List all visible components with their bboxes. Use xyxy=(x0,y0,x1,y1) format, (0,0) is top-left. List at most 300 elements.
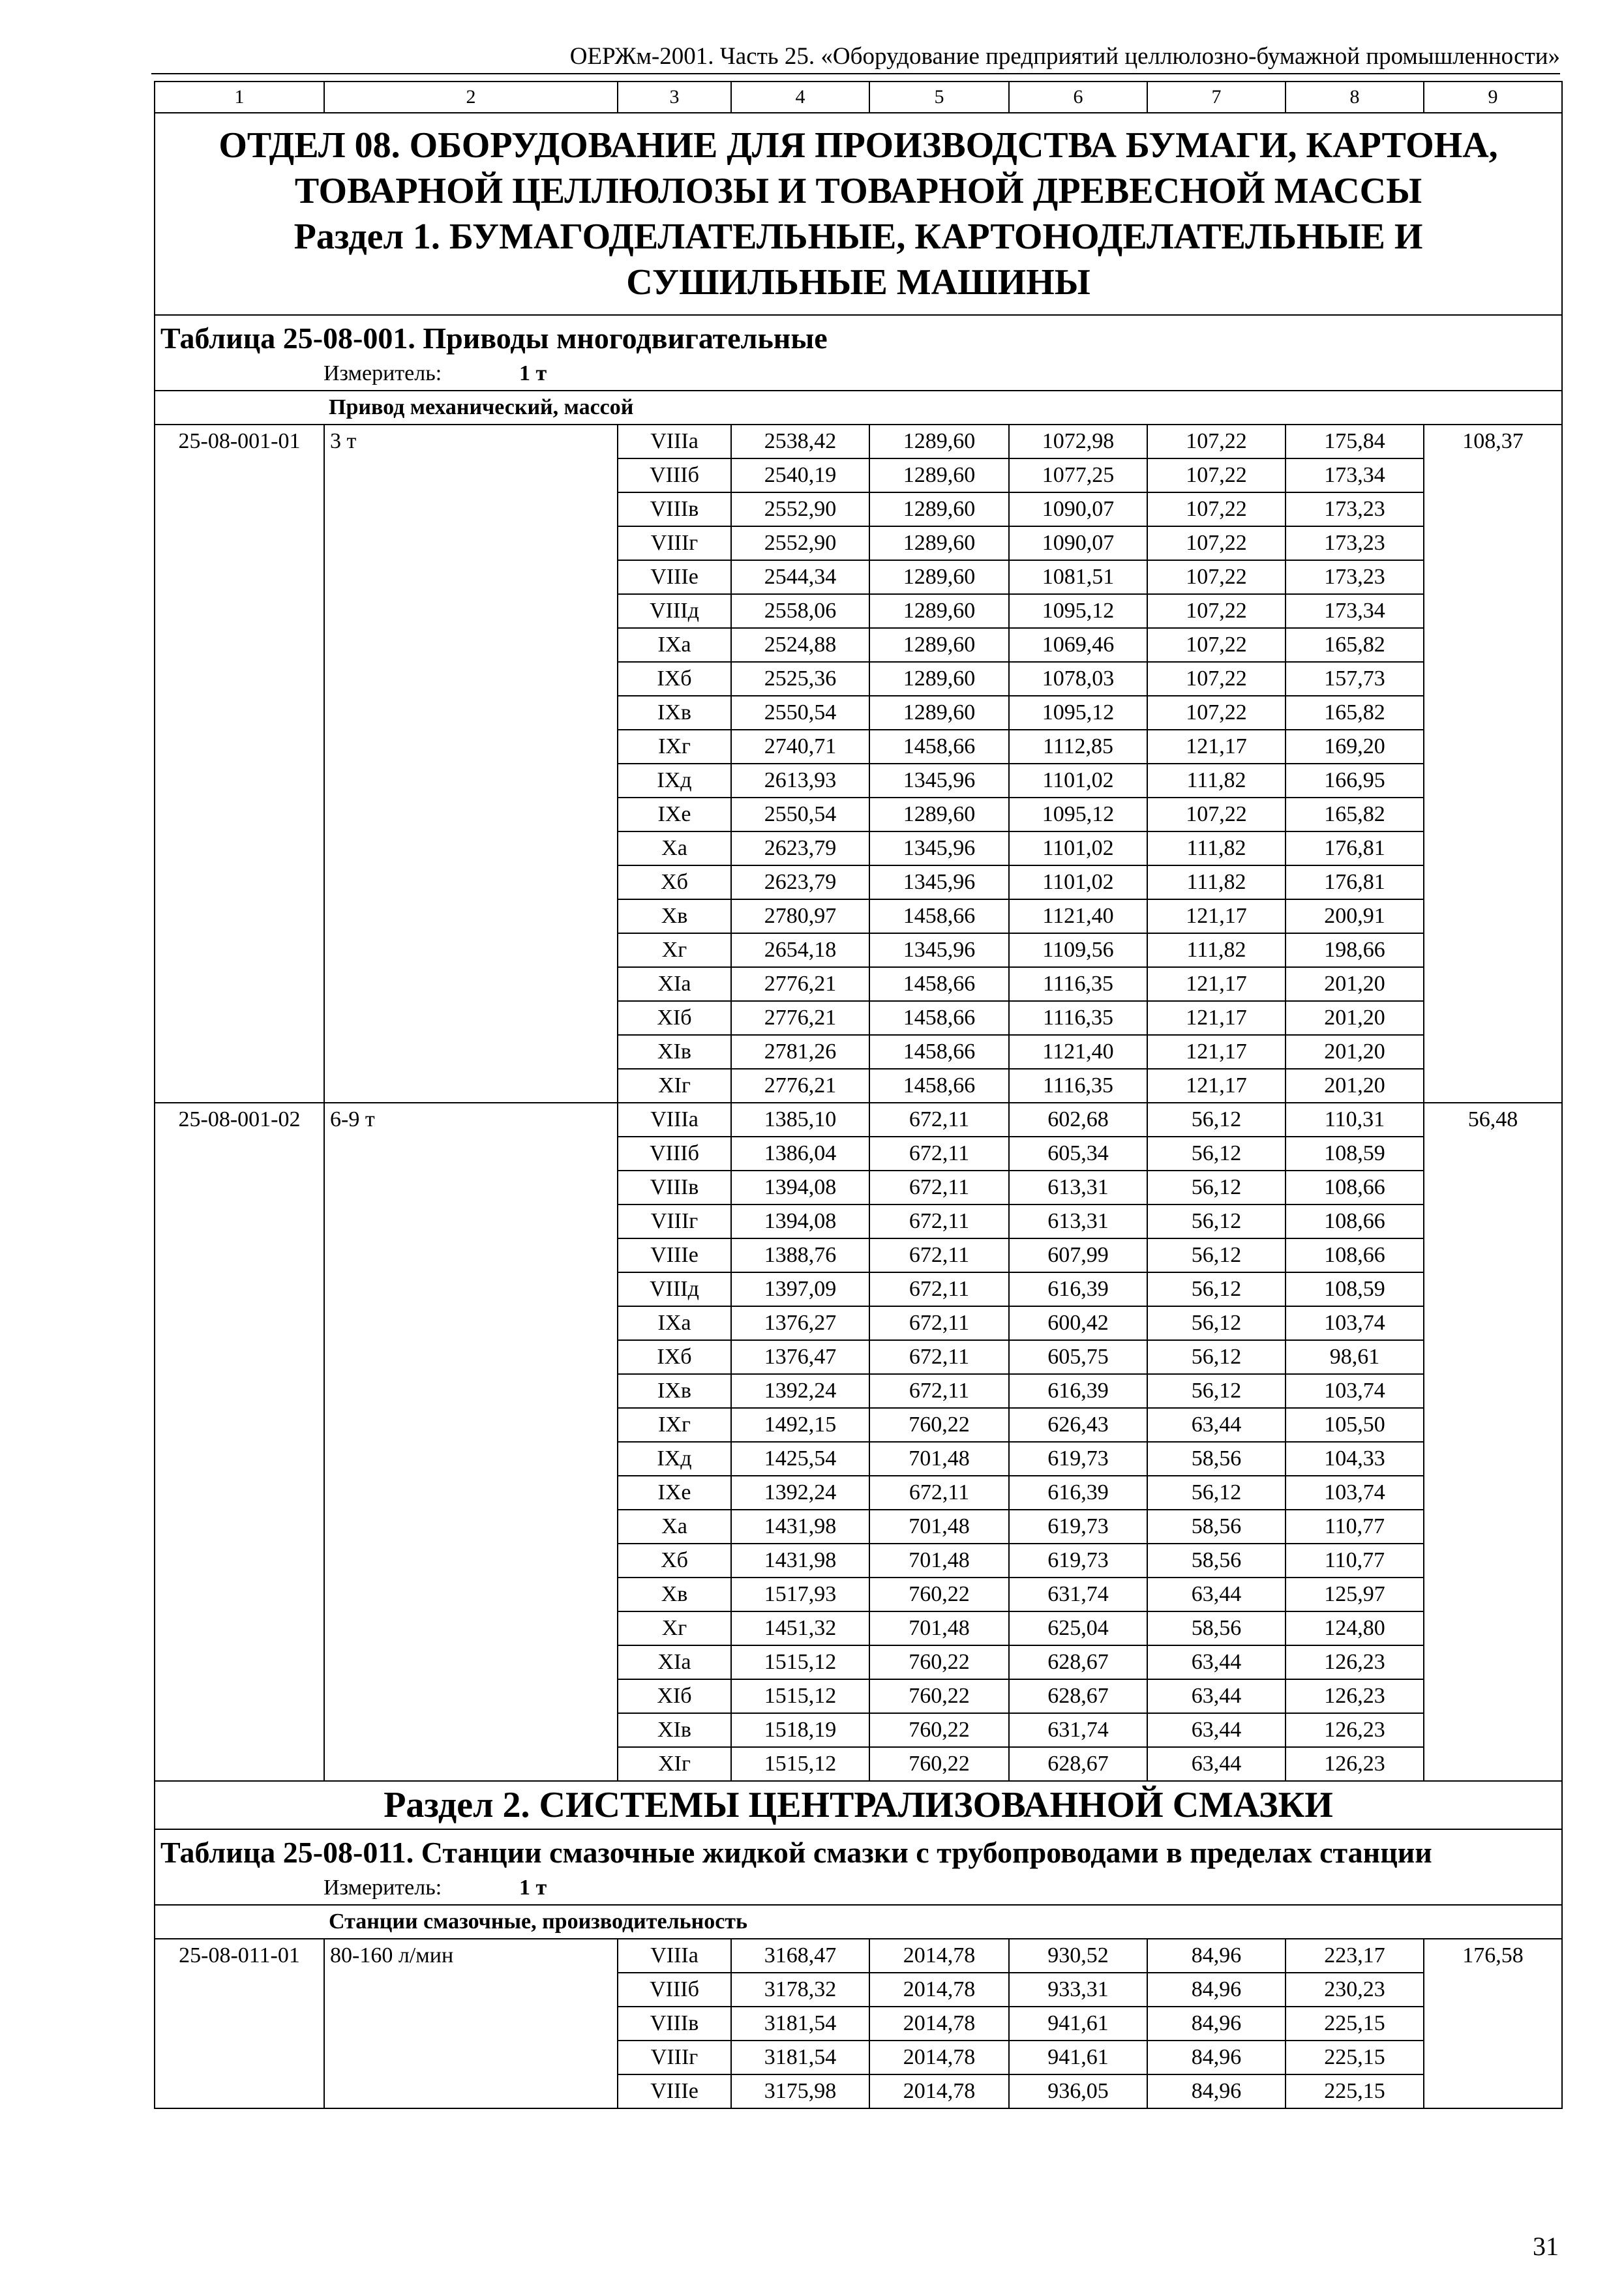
machinist-wages-cell: 111,82 xyxy=(1147,933,1286,967)
wages-cell: 2014,78 xyxy=(869,2041,1009,2074)
machine-cost-cell: 631,74 xyxy=(1009,1713,1147,1747)
region-cell: Xв xyxy=(618,1578,731,1611)
rate-name-blank xyxy=(324,1137,618,1171)
rate-code-blank xyxy=(155,1272,324,1306)
rate-name-blank xyxy=(324,2041,618,2074)
machine-cost-cell: 1112,85 xyxy=(1009,730,1147,764)
materials-cell: 108,59 xyxy=(1286,1272,1424,1306)
region-cell: VIIIб xyxy=(618,458,731,492)
direct-cost-cell: 2740,71 xyxy=(731,730,869,764)
rate-name: 80-160 л/мин xyxy=(324,1939,618,1973)
machinist-wages-cell: 56,12 xyxy=(1147,1238,1286,1272)
direct-cost-cell: 1451,32 xyxy=(731,1611,869,1645)
rate-code-blank xyxy=(155,1544,324,1578)
rate-code-blank xyxy=(155,2041,324,2074)
col9-blank xyxy=(1424,628,1562,662)
table-row xyxy=(155,1340,1562,1374)
section-title-row xyxy=(155,1781,1562,1829)
direct-cost-cell: 2776,21 xyxy=(731,1001,869,1035)
table-row xyxy=(155,1171,1562,1204)
col9-blank xyxy=(1424,798,1562,831)
materials-cell: 110,77 xyxy=(1286,1510,1424,1544)
col9-blank xyxy=(1424,1272,1562,1306)
direct-cost-cell: 1388,76 xyxy=(731,1238,869,1272)
rate-code-blank xyxy=(155,560,324,594)
machinist-wages-cell: 84,96 xyxy=(1147,1939,1286,1973)
region-cell: Xг xyxy=(618,933,731,967)
rate-name-blank xyxy=(324,458,618,492)
col9-blank xyxy=(1424,865,1562,899)
wages-cell: 1458,66 xyxy=(869,967,1009,1001)
direct-cost-cell: 2654,18 xyxy=(731,933,869,967)
rate-code-blank xyxy=(155,831,324,865)
materials-cell: 103,74 xyxy=(1286,1306,1424,1340)
direct-cost-cell: 3181,54 xyxy=(731,2007,869,2041)
rate-name-blank xyxy=(324,1713,618,1747)
machinist-wages-cell: 56,12 xyxy=(1147,1476,1286,1510)
col9-blank xyxy=(1424,1544,1562,1578)
column-number: 8 xyxy=(1286,82,1424,113)
col9-blank xyxy=(1424,492,1562,526)
col9-blank xyxy=(1424,1611,1562,1645)
rate-code-blank xyxy=(155,1035,324,1069)
direct-cost-cell: 3175,98 xyxy=(731,2074,869,2108)
col9-blank xyxy=(1424,1713,1562,1747)
rate-name-blank xyxy=(324,2007,618,2041)
machine-cost-cell: 1121,40 xyxy=(1009,899,1147,933)
table-row xyxy=(155,2074,1562,2108)
rates-table xyxy=(154,81,1563,2109)
rate-name: 3 т xyxy=(324,425,618,458)
col9-blank xyxy=(1424,1204,1562,1238)
table-row xyxy=(155,492,1562,526)
meter xyxy=(155,1872,1562,1905)
machine-cost-cell: 605,34 xyxy=(1009,1137,1147,1171)
wages-cell: 2014,78 xyxy=(869,2007,1009,2041)
col9-blank xyxy=(1424,1035,1562,1069)
rate-name-blank xyxy=(324,594,618,628)
materials-cell: 176,81 xyxy=(1286,865,1424,899)
wages-cell: 760,22 xyxy=(869,1713,1009,1747)
machine-cost-cell: 1095,12 xyxy=(1009,696,1147,730)
direct-cost-cell: 2550,54 xyxy=(731,696,869,730)
rate-name-blank xyxy=(324,1476,618,1510)
rate-code-blank xyxy=(155,696,324,730)
machinist-wages-cell: 56,12 xyxy=(1147,1171,1286,1204)
rate-name-blank xyxy=(324,526,618,560)
group-heading-row xyxy=(155,391,1562,425)
machinist-wages-cell: 63,44 xyxy=(1147,1408,1286,1442)
table-row xyxy=(155,1442,1562,1476)
machinist-wages-cell: 84,96 xyxy=(1147,2041,1286,2074)
table-row xyxy=(155,1035,1562,1069)
table-row xyxy=(155,662,1562,696)
table-row xyxy=(155,628,1562,662)
col9-blank xyxy=(1424,1408,1562,1442)
rate-code-blank xyxy=(155,1510,324,1544)
table-row xyxy=(155,1578,1562,1611)
machinist-wages-cell: 111,82 xyxy=(1147,831,1286,865)
machine-cost-cell: 605,75 xyxy=(1009,1340,1147,1374)
direct-cost-cell: 1517,93 xyxy=(731,1578,869,1611)
col9-blank xyxy=(1424,1973,1562,2007)
region-cell: XIa xyxy=(618,1645,731,1679)
wages-cell: 701,48 xyxy=(869,1611,1009,1645)
col9-blank xyxy=(1424,594,1562,628)
materials-cell: 104,33 xyxy=(1286,1442,1424,1476)
col9-blank xyxy=(1424,1171,1562,1204)
machine-cost-cell: 1116,35 xyxy=(1009,967,1147,1001)
rate-name-blank xyxy=(324,1442,618,1476)
col9-blank xyxy=(1424,1137,1562,1171)
rate-code-blank xyxy=(155,899,324,933)
direct-cost-cell: 1425,54 xyxy=(731,1442,869,1476)
machinist-wages-cell: 58,56 xyxy=(1147,1442,1286,1476)
region-cell: VIIIб xyxy=(618,1137,731,1171)
rate-name-blank xyxy=(324,492,618,526)
wages-cell: 672,11 xyxy=(869,1476,1009,1510)
rate-code-blank xyxy=(155,1408,324,1442)
materials-cell: 103,74 xyxy=(1286,1374,1424,1408)
direct-cost-cell: 1376,27 xyxy=(731,1306,869,1340)
rate-code-blank xyxy=(155,1069,324,1103)
machinist-wages-cell: 107,22 xyxy=(1147,492,1286,526)
direct-cost-cell: 3178,32 xyxy=(731,1973,869,2007)
meter-label: Измеритель: xyxy=(323,361,442,385)
materials-cell: 166,95 xyxy=(1286,764,1424,798)
machine-cost-cell: 1072,98 xyxy=(1009,425,1147,458)
machinist-wages-cell: 63,44 xyxy=(1147,1645,1286,1679)
table-row xyxy=(155,1137,1562,1171)
rate-name-blank xyxy=(324,1238,618,1272)
wages-cell: 1289,60 xyxy=(869,662,1009,696)
machine-cost-cell: 1101,02 xyxy=(1009,831,1147,865)
machinist-wages-cell: 63,44 xyxy=(1147,1679,1286,1713)
rate-name-blank xyxy=(324,1679,618,1713)
table-row xyxy=(155,798,1562,831)
region-cell: VIIIг xyxy=(618,526,731,560)
wages-cell: 672,11 xyxy=(869,1204,1009,1238)
column-number: 1 xyxy=(155,82,324,113)
region-cell: IXг xyxy=(618,1408,731,1442)
direct-cost-cell: 3168,47 xyxy=(731,1939,869,1973)
machine-cost-cell: 619,73 xyxy=(1009,1510,1147,1544)
table-title: Таблица 25-08-011. Станции смазочные жидкой смазки с трубопроводами в пределах станции xyxy=(155,1829,1562,1872)
col9-blank xyxy=(1424,967,1562,1001)
machinist-wages-cell: 63,44 xyxy=(1147,1578,1286,1611)
wages-cell: 701,48 xyxy=(869,1544,1009,1578)
table-row xyxy=(155,1747,1562,1781)
meter-row xyxy=(155,1872,1562,1905)
rate-name-blank xyxy=(324,1544,618,1578)
direct-cost-cell: 2552,90 xyxy=(731,492,869,526)
rate-name-blank xyxy=(324,764,618,798)
col9-blank xyxy=(1424,2074,1562,2108)
region-cell: IXe xyxy=(618,798,731,831)
rate-name-blank xyxy=(324,1611,618,1645)
machinist-wages-cell: 107,22 xyxy=(1147,662,1286,696)
region-cell: VIIIг xyxy=(618,1204,731,1238)
rate-name-blank xyxy=(324,1069,618,1103)
wages-cell: 2014,78 xyxy=(869,1939,1009,1973)
rate-code-blank xyxy=(155,967,324,1001)
col9-value: 56,48 xyxy=(1424,1103,1562,1137)
table-row xyxy=(155,526,1562,560)
section-title-line: СУШИЛЬНЫЕ МАШИНЫ xyxy=(626,262,1090,303)
col9-blank xyxy=(1424,1340,1562,1374)
rate-name-blank xyxy=(324,899,618,933)
rate-code-blank xyxy=(155,798,324,831)
table-title-row xyxy=(155,1829,1562,1872)
wages-cell: 1289,60 xyxy=(869,696,1009,730)
col9-blank xyxy=(1424,526,1562,560)
materials-cell: 176,81 xyxy=(1286,831,1424,865)
direct-cost-cell: 2623,79 xyxy=(731,831,869,865)
materials-cell: 201,20 xyxy=(1286,1001,1424,1035)
machine-cost-cell: 1095,12 xyxy=(1009,594,1147,628)
department-title-line: ТОВАРНОЙ ЦЕЛЛЮЛОЗЫ И ТОВАРНОЙ ДРЕВЕСНОЙ МАССЫ xyxy=(294,171,1422,211)
direct-cost-cell: 1397,09 xyxy=(731,1272,869,1306)
rate-code-blank xyxy=(155,1442,324,1476)
table-row xyxy=(155,764,1562,798)
region-cell: VIIIe xyxy=(618,1238,731,1272)
machinist-wages-cell: 107,22 xyxy=(1147,696,1286,730)
col9-blank xyxy=(1424,696,1562,730)
rate-code-blank xyxy=(155,2007,324,2041)
rate-code-blank xyxy=(155,764,324,798)
region-cell: XIг xyxy=(618,1069,731,1103)
direct-cost-cell: 1515,12 xyxy=(731,1747,869,1781)
rate-name-blank xyxy=(324,967,618,1001)
table-row xyxy=(155,2007,1562,2041)
column-number: 6 xyxy=(1009,82,1147,113)
region-cell: IXб xyxy=(618,1340,731,1374)
col9-blank xyxy=(1424,933,1562,967)
rate-name-blank xyxy=(324,1306,618,1340)
rate-name-blank xyxy=(324,628,618,662)
direct-cost-cell: 1431,98 xyxy=(731,1510,869,1544)
machine-cost-cell: 628,67 xyxy=(1009,1747,1147,1781)
region-cell: XIг xyxy=(618,1747,731,1781)
rate-name-blank xyxy=(324,1510,618,1544)
region-cell: VIIIд xyxy=(618,1272,731,1306)
page-number: 31 xyxy=(1533,2232,1559,2261)
table-row xyxy=(155,899,1562,933)
region-cell: Xг xyxy=(618,1611,731,1645)
region-cell: IXa xyxy=(618,1306,731,1340)
direct-cost-cell: 3181,54 xyxy=(731,2041,869,2074)
col9-blank xyxy=(1424,899,1562,933)
machinist-wages-cell: 107,22 xyxy=(1147,798,1286,831)
table-row xyxy=(155,560,1562,594)
machinist-wages-cell: 56,12 xyxy=(1147,1374,1286,1408)
department-title-line: ОТДЕЛ 08. ОБОРУДОВАНИЕ ДЛЯ ПРОИЗВОДСТВА БУМАГИ, КАРТОНА, xyxy=(218,125,1498,166)
wages-cell: 672,11 xyxy=(869,1171,1009,1204)
table-row xyxy=(155,1001,1562,1035)
materials-cell: 110,77 xyxy=(1286,1544,1424,1578)
rate-name-blank xyxy=(324,1204,618,1238)
rate-code-blank xyxy=(155,628,324,662)
direct-cost-cell: 2780,97 xyxy=(731,899,869,933)
machinist-wages-cell: 107,22 xyxy=(1147,526,1286,560)
direct-cost-cell: 1392,24 xyxy=(731,1476,869,1510)
wages-cell: 760,22 xyxy=(869,1645,1009,1679)
rate-code-blank xyxy=(155,1578,324,1611)
wages-cell: 1345,96 xyxy=(869,933,1009,967)
table-row xyxy=(155,1645,1562,1679)
materials-cell: 98,61 xyxy=(1286,1340,1424,1374)
rate-code-blank xyxy=(155,1476,324,1510)
wages-cell: 1289,60 xyxy=(869,425,1009,458)
materials-cell: 201,20 xyxy=(1286,967,1424,1001)
direct-cost-cell: 1386,04 xyxy=(731,1137,869,1171)
table-row xyxy=(155,696,1562,730)
table-row xyxy=(155,865,1562,899)
rate-name-blank xyxy=(324,730,618,764)
direct-cost-cell: 2552,90 xyxy=(731,526,869,560)
table-row xyxy=(155,1544,1562,1578)
machine-cost-cell: 1090,07 xyxy=(1009,492,1147,526)
rate-name-blank xyxy=(324,696,618,730)
rate-code-blank xyxy=(155,1340,324,1374)
rate-code-blank xyxy=(155,1713,324,1747)
wages-cell: 2014,78 xyxy=(869,2074,1009,2108)
wages-cell: 701,48 xyxy=(869,1442,1009,1476)
table-row xyxy=(155,1713,1562,1747)
direct-cost-cell: 2550,54 xyxy=(731,798,869,831)
rate-name-blank xyxy=(324,1374,618,1408)
rate-code-blank xyxy=(155,1747,324,1781)
table-row xyxy=(155,1306,1562,1340)
direct-cost-cell: 1394,08 xyxy=(731,1204,869,1238)
direct-cost-cell: 2776,21 xyxy=(731,967,869,1001)
wages-cell: 1289,60 xyxy=(869,560,1009,594)
table-row xyxy=(155,1238,1562,1272)
materials-cell: 173,23 xyxy=(1286,526,1424,560)
rate-name-blank xyxy=(324,2074,618,2108)
region-cell: VIIIв xyxy=(618,1171,731,1204)
region-cell: IXa xyxy=(618,628,731,662)
direct-cost-cell: 2558,06 xyxy=(731,594,869,628)
column-number-row xyxy=(155,82,1562,113)
wages-cell: 760,22 xyxy=(869,1578,1009,1611)
machinist-wages-cell: 121,17 xyxy=(1147,1035,1286,1069)
wages-cell: 672,11 xyxy=(869,1306,1009,1340)
wages-cell: 760,22 xyxy=(869,1679,1009,1713)
col9-blank xyxy=(1424,1374,1562,1408)
machinist-wages-cell: 63,44 xyxy=(1147,1713,1286,1747)
table-row xyxy=(155,1374,1562,1408)
machine-cost-cell: 613,31 xyxy=(1009,1171,1147,1204)
column-number: 3 xyxy=(618,82,731,113)
direct-cost-cell: 2540,19 xyxy=(731,458,869,492)
machine-cost-cell: 602,68 xyxy=(1009,1103,1147,1137)
region-cell: XIв xyxy=(618,1035,731,1069)
machine-cost-cell: 1121,40 xyxy=(1009,1035,1147,1069)
direct-cost-cell: 1394,08 xyxy=(731,1171,869,1204)
region-cell: VIIIд xyxy=(618,594,731,628)
meter-value: 1 т xyxy=(519,361,547,385)
machine-cost-cell: 1077,25 xyxy=(1009,458,1147,492)
region-cell: Xб xyxy=(618,865,731,899)
rate-name-blank xyxy=(324,1973,618,2007)
rate-name-blank xyxy=(324,1747,618,1781)
wages-cell: 1289,60 xyxy=(869,458,1009,492)
materials-cell: 165,82 xyxy=(1286,696,1424,730)
direct-cost-cell: 1515,12 xyxy=(731,1679,869,1713)
col9-blank xyxy=(1424,1069,1562,1103)
machine-cost-cell: 1095,12 xyxy=(1009,798,1147,831)
machine-cost-cell: 1101,02 xyxy=(1009,764,1147,798)
table-row xyxy=(155,425,1562,458)
materials-cell: 173,34 xyxy=(1286,594,1424,628)
materials-cell: 173,34 xyxy=(1286,458,1424,492)
wages-cell: 672,11 xyxy=(869,1272,1009,1306)
machinist-wages-cell: 121,17 xyxy=(1147,967,1286,1001)
machine-cost-cell: 1069,46 xyxy=(1009,628,1147,662)
machinist-wages-cell: 121,17 xyxy=(1147,1069,1286,1103)
materials-cell: 200,91 xyxy=(1286,899,1424,933)
machinist-wages-cell: 56,12 xyxy=(1147,1340,1286,1374)
machinist-wages-cell: 56,12 xyxy=(1147,1306,1286,1340)
materials-cell: 126,23 xyxy=(1286,1645,1424,1679)
col9-blank xyxy=(1424,662,1562,696)
table-row xyxy=(155,1408,1562,1442)
materials-cell: 169,20 xyxy=(1286,730,1424,764)
machine-cost-cell: 1109,56 xyxy=(1009,933,1147,967)
materials-cell: 165,82 xyxy=(1286,628,1424,662)
machinist-wages-cell: 121,17 xyxy=(1147,730,1286,764)
wages-cell: 1289,60 xyxy=(869,628,1009,662)
direct-cost-cell: 2776,21 xyxy=(731,1069,869,1103)
rate-name-blank xyxy=(324,1578,618,1611)
direct-cost-cell: 2623,79 xyxy=(731,865,869,899)
table-row xyxy=(155,967,1562,1001)
materials-cell: 126,23 xyxy=(1286,1679,1424,1713)
machinist-wages-cell: 56,12 xyxy=(1147,1272,1286,1306)
machine-cost-cell: 1101,02 xyxy=(1009,865,1147,899)
rate-code-blank xyxy=(155,492,324,526)
machinist-wages-cell: 107,22 xyxy=(1147,425,1286,458)
machine-cost-cell: 628,67 xyxy=(1009,1645,1147,1679)
machine-cost-cell: 625,04 xyxy=(1009,1611,1147,1645)
wages-cell: 1458,66 xyxy=(869,1069,1009,1103)
machinist-wages-cell: 107,22 xyxy=(1147,560,1286,594)
region-cell: VIIIa xyxy=(618,1939,731,1973)
machinist-wages-cell: 111,82 xyxy=(1147,764,1286,798)
materials-cell: 126,23 xyxy=(1286,1747,1424,1781)
rate-code-blank xyxy=(155,1238,324,1272)
column-number: 7 xyxy=(1147,82,1286,113)
machine-cost-cell: 619,73 xyxy=(1009,1442,1147,1476)
machinist-wages-cell: 107,22 xyxy=(1147,628,1286,662)
col9-blank xyxy=(1424,2007,1562,2041)
direct-cost-cell: 2781,26 xyxy=(731,1035,869,1069)
table-row xyxy=(155,933,1562,967)
wages-cell: 760,22 xyxy=(869,1747,1009,1781)
col9-blank xyxy=(1424,1645,1562,1679)
region-cell: XIa xyxy=(618,967,731,1001)
machinist-wages-cell: 58,56 xyxy=(1147,1544,1286,1578)
group-heading-row xyxy=(155,1905,1562,1939)
wages-cell: 672,11 xyxy=(869,1340,1009,1374)
col9-blank xyxy=(1424,2041,1562,2074)
machine-cost-cell: 930,52 xyxy=(1009,1939,1147,1973)
table-row xyxy=(155,1069,1562,1103)
machine-cost-cell: 626,43 xyxy=(1009,1408,1147,1442)
rate-name-blank xyxy=(324,831,618,865)
materials-cell: 173,23 xyxy=(1286,560,1424,594)
